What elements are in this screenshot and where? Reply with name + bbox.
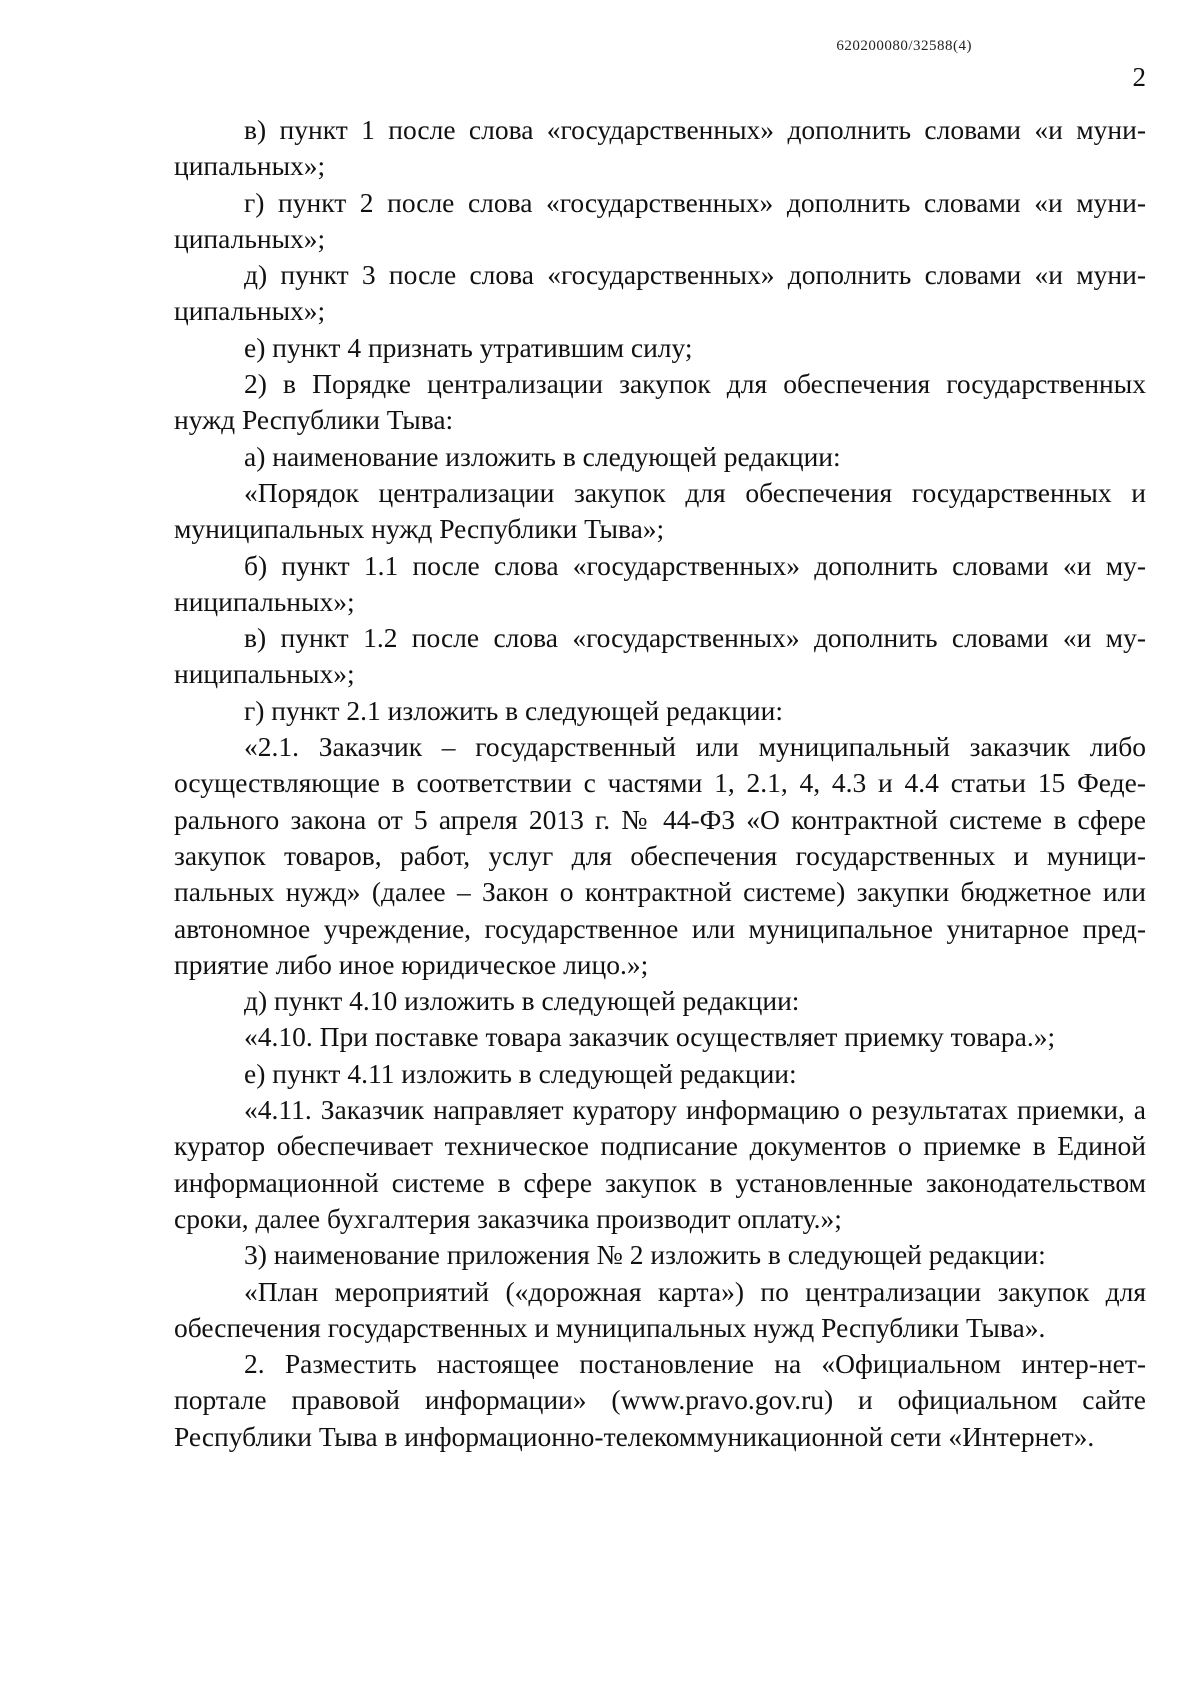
paragraph: в) пункт 1 после слова «государственных» дополнить словами «и муни-ципальных»; <box>174 114 1146 182</box>
paragraph: д) пункт 4.10 изложить в следующей редакции: <box>244 985 800 1017</box>
page-number: 2 <box>1132 62 1146 92</box>
paragraph: «План мероприятий («дорожная карта») по централизации закупок для обеспечения государственных и муниципальных нужд Республики Тыва». <box>174 1275 1146 1343</box>
paragraph: д) пункт 3 после слова «государственных» дополнить словами «и муни-ципальных»; <box>174 259 1146 327</box>
paragraph: 2) в Порядке централизации закупок для обеспечения государственных нужд Республики Тыва: <box>174 368 1146 436</box>
paragraph: е) пункт 4.11 изложить в следующей редакции: <box>244 1057 797 1089</box>
document-registration-number: 620200080/32588(4) <box>836 38 972 54</box>
paragraph: б) пункт 1.1 после слова «государственных» дополнить словами «и му-ниципальных»; <box>174 549 1146 617</box>
paragraph: «4.11. Заказчик направляет куратору информацию о результатах приемки, а куратор обеспечивает техническое подписание документов о приемке в Единой информационной системе в сфере закупок в установленные законодательством сроки, далее бухгалтерия заказчика производит оплату.»; <box>174 1094 1146 1234</box>
document-body <box>174 112 1146 1455</box>
paragraph: «2.1. Заказчик – государственный или муниципальный заказчик либо осуществляющие в соответствии с частями 1, 2.1, 4, 4.3 и 4.4 статьи 15 Феде-рального закона от 5 апреля 2013 г. № 44-ФЗ «О контрактной системе в сфере закупок товаров, работ, услуг для обеспечения государственных и муници-пальных нужд» (далее – Закон о контрактной системе) закупки бюджетное или автономное учреждение, государственное или муниципальное унитарное пред-приятие либо иное юридическое лицо.»; <box>174 731 1146 980</box>
paragraph: «4.10. При поставке товара заказчик осуществляет приемку товара.»; <box>244 1021 1056 1053</box>
paragraph: 3) наименование приложения № 2 изложить в следующей редакции: <box>244 1239 1046 1271</box>
paragraph: г) пункт 2.1 изложить в следующей редакции: <box>244 694 783 726</box>
paragraph: «Порядок централизации закупок для обеспечения государственных и муниципальных нужд Республики Тыва»; <box>174 476 1146 545</box>
paragraph: а) наименование изложить в следующей редакции: <box>244 440 841 472</box>
paragraph: е) пункт 4 признать утратившим силу; <box>244 331 693 363</box>
paragraph: г) пункт 2 после слова «государственных» дополнить словами «и муни-ципальных»; <box>174 186 1146 254</box>
paragraph: 2. Разместить настоящее постановление на «Официальном интер-нет-портале правовой информации» (www.pravo.gov.ru) и официальном сайте Республики Тыва в информационно-телекоммуникационной сети «Интернет». <box>174 1348 1146 1452</box>
paragraph: в) пункт 1.2 после слова «государственных» дополнить словами «и му-ниципальных»; <box>174 622 1146 690</box>
